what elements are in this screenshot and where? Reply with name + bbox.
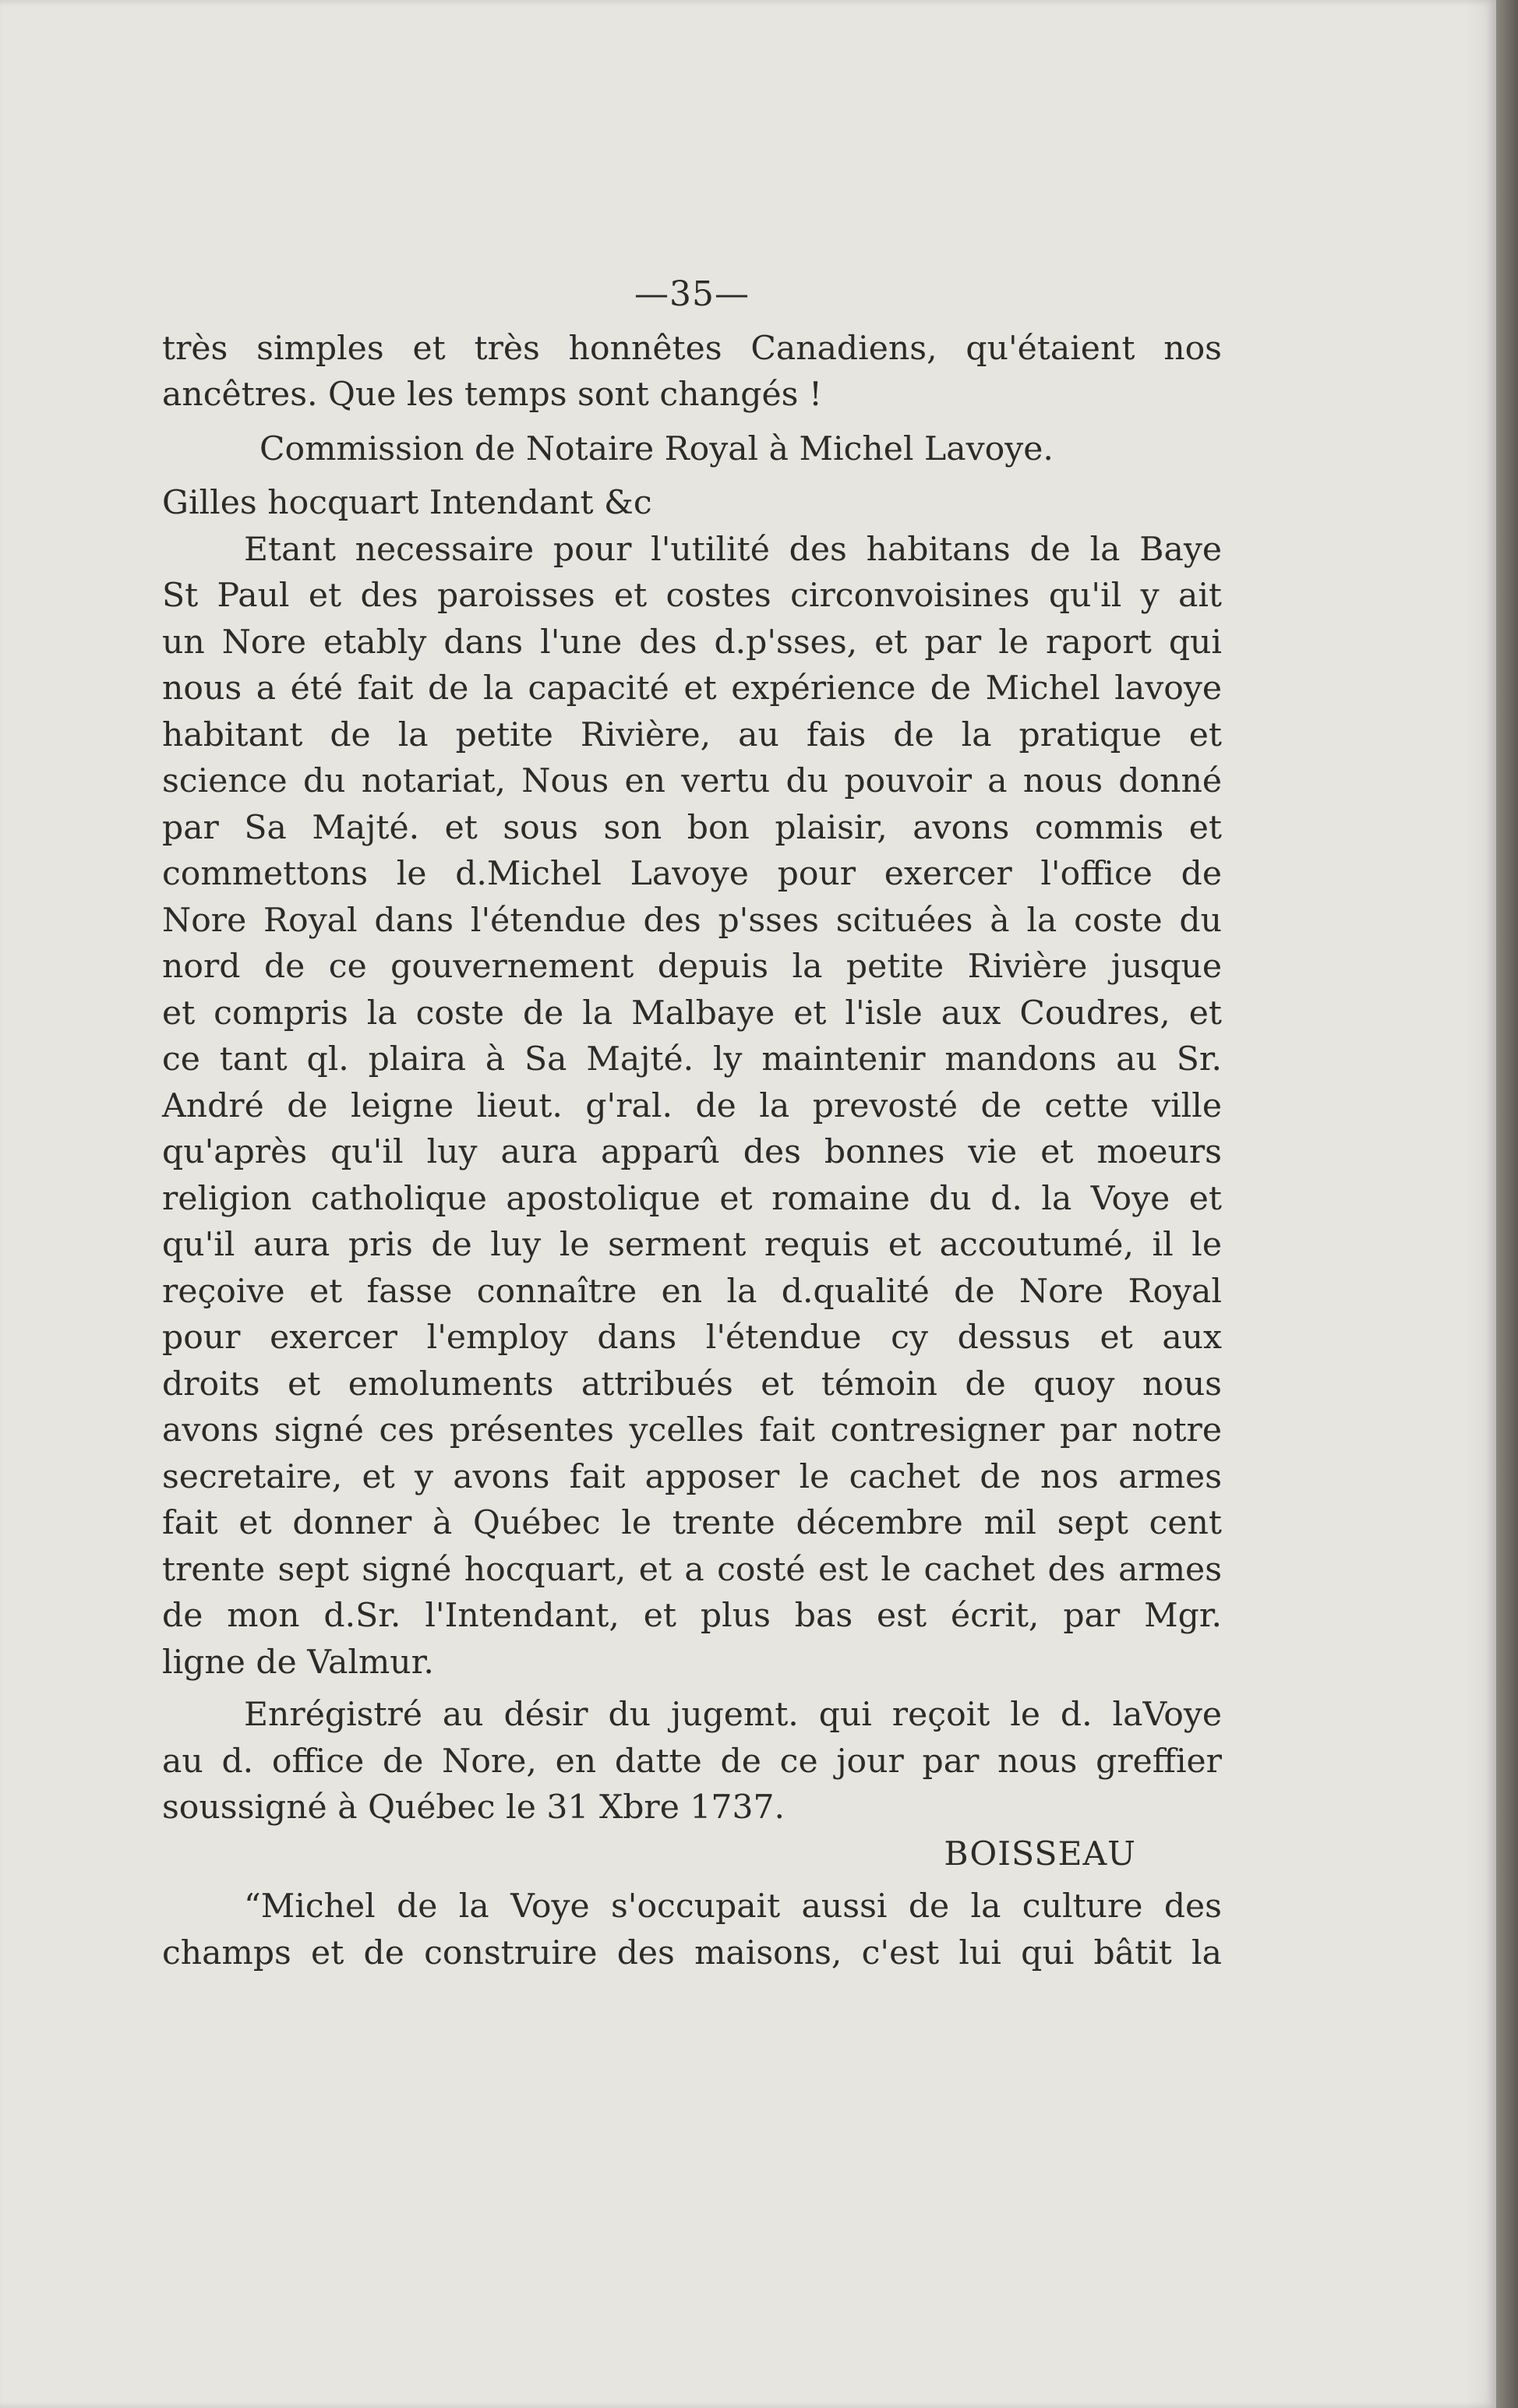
text-line: très simples et très honnêtes Canadiens, qu'étaient nos bbox=[162, 329, 1222, 368]
text-line: ancêtres. Que les temps sont changés ! bbox=[162, 376, 823, 414]
text-line: par Sa Majté. et sous son bon plaisir, avons commis et bbox=[162, 808, 1222, 847]
text-line: ligne de Valmur. bbox=[162, 1643, 434, 1682]
text-line: “Michel de la Voye s'occupait aussi de la culture des bbox=[244, 1887, 1222, 1926]
text-line: science du notariat, Nous en vertu du pouvoir a nous donné bbox=[162, 762, 1222, 800]
text-line: commettons le d.Michel Lavoye pour exercer l'office de bbox=[162, 855, 1222, 893]
signature: BOISSEAU bbox=[944, 1834, 1136, 1873]
text-line: André de leigne lieut. g'ral. de la prevosté de cette ville bbox=[162, 1086, 1222, 1125]
text-line: secretaire, et y avons fait apposer le cachet de nos armes bbox=[162, 1457, 1222, 1496]
text-line: habitant de la petite Rivière, au fais de la pratique et bbox=[162, 715, 1222, 754]
text-line: Enrégistré au désir du jugemt. qui reçoit le d. laVoye bbox=[244, 1696, 1222, 1734]
text-line: ce tant ql. plaira à Sa Majté. ly maintenir mandons au Sr. bbox=[162, 1040, 1222, 1079]
text-line: soussigné à Québec le 31 Xbre 1737. bbox=[162, 1788, 785, 1827]
text-line: Etant necessaire pour l'utilité des habitans de la Baye bbox=[244, 530, 1222, 569]
text-line: religion catholique apostolique et romaine du d. la Voye et bbox=[162, 1179, 1222, 1218]
section-heading: Commission de Notaire Royal à Michel Lavoye. bbox=[259, 429, 1054, 468]
text-line: droits et emoluments attribués et témoin de quoy nous bbox=[162, 1365, 1222, 1403]
text-line: et compris la coste de la Malbaye et l'isle aux Coudres, et bbox=[162, 994, 1222, 1033]
page-text bbox=[162, 271, 1222, 1976]
text-line: Nore Royal dans l'étendue des p'sses scituées à la coste du bbox=[162, 901, 1222, 940]
text-line: champs et de construire des maisons, c'est lui qui bâtit la bbox=[162, 1933, 1222, 1972]
text-line: trente sept signé hocquart, et a costé est le cachet des armes bbox=[162, 1550, 1222, 1589]
text-line: nord de ce gouvernement depuis la petite Rivière jusque bbox=[162, 948, 1222, 986]
text-line: reçoive et fasse connaître en la d.qualité de Nore Royal bbox=[162, 1272, 1222, 1311]
text-line: pour exercer l'employ dans l'étendue cy dessus et aux bbox=[162, 1319, 1222, 1357]
text-line: au d. office de Nore, en datte de ce jour par nous greffier bbox=[162, 1742, 1222, 1781]
text-line: de mon d.Sr. l'Intendant, et plus bas est écrit, par Mgr. bbox=[162, 1597, 1222, 1635]
page-number: —35— bbox=[634, 274, 750, 314]
text-line: avons signé ces présentes ycelles fait contresigner par notre bbox=[162, 1411, 1222, 1449]
text-line: fait et donner à Québec le trente décembre mil sept cent bbox=[162, 1504, 1222, 1542]
text-line: nous a été fait de la capacité et expérience de Michel lavoye bbox=[162, 669, 1222, 708]
text-line: qu'après qu'il luy aura apparû des bonnes vie et moeurs bbox=[162, 1133, 1222, 1171]
text-line: St Paul et des paroisses et costes circonvoisines qu'il y ait bbox=[162, 577, 1222, 615]
text-line: un Nore etably dans l'une des d.p'sses, et par le raport qui bbox=[162, 623, 1222, 662]
text-line: qu'il aura pris de luy le serment requis et accoutumé, il le bbox=[162, 1226, 1222, 1264]
page-edge bbox=[1496, 0, 1518, 2408]
section-subheading: Gilles hocquart Intendant &c bbox=[162, 484, 652, 522]
